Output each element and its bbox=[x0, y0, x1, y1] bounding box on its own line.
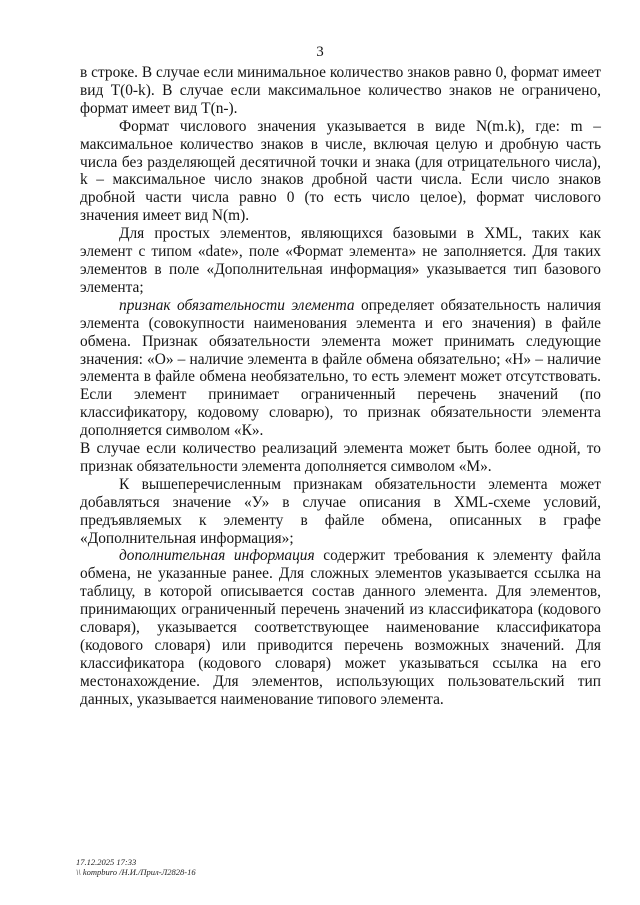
page-number: 3 bbox=[316, 44, 324, 60]
paragraph-base-xml-elements: Для простых элементов, являющихся базовыми в XML, таких как элемент с типом «date», поле «Формат элемента» не заполняется. Для таких элементов в поле «Дополнительная информация» указывается тип базового элемента; bbox=[80, 225, 601, 296]
term-mandatory-flag: признак обязательности элемента bbox=[119, 296, 355, 314]
paragraph-numeric-format: Формат числового значения указывается в виде N(m.k), где: m – максимальное количество знаков в числе, включая целую и дробную часть числа без разделяющей десятичной точки и знака (для отрицательного числа), k – максимальное число знаков дробной части числа. Если число знаков дробной части числа равно 0 (то есть число целое), формат числового значения имеет вид N(m). bbox=[80, 117, 601, 225]
paragraph-mandatory-flag-text: определяет обязательность наличия элемента (совокупности наименования элемента и его значения) в файле обмена. Признак обязательности элемента может принимать следующие значения: «О» – наличие элемента в файле обмена обязательно; «Н» – наличие элемента в файле обмена необязательно, то есть элемент может отсутствовать. Если элемент принимает ограниченный перечень значений (по классификатору, кодовому словарю), то признак обязательности элемента дополняется символом «К». bbox=[80, 296, 601, 440]
paragraph-additional-info-text: содержит требования к элементу файла обмена, не указанные ранее. Для сложных элементов указывается ссылка на таблицу, в которой описывается состав данного элемента. Для элементов, принимающих ограниченный перечень значений из классификатора (кодового словаря), указывается соответствующее наименование классификатора (кодового словаря) или приводится перечень возможных значений. Для классификатора (кодового словаря) может указываться ссылка на его местонахождение. Для элементов, использующих пользовательский тип данных, указывается наименование типового элемента. bbox=[80, 547, 601, 708]
document-footer bbox=[76, 857, 196, 877]
term-additional-info: дополнительная информация bbox=[119, 547, 315, 565]
footer-file-path: \\ kompburo /Н.И./Прил-Л2828-16 bbox=[76, 867, 196, 877]
paragraph-format-string-continued: в строке. В случае если минимальное количество знаков равно 0, формат имеет вид T(0-k). В случае если максимальное количество знаков не ограничено, формат имеет вид T(n-). bbox=[80, 64, 601, 117]
paragraph-additional-info bbox=[80, 547, 601, 708]
paragraph-multiplicity: В случае если количество реализаций элемента может быть более одной, то признак обязательности элемента дополняется символом «М». bbox=[80, 440, 601, 475]
paragraph-mandatory-flag bbox=[80, 297, 601, 440]
document-body bbox=[80, 64, 601, 709]
footer-timestamp: 17.12.2025 17:33 bbox=[76, 857, 137, 867]
paragraph-condition-flag: К вышеперечисленным признакам обязательности элемента может добавляться значение «У» в случае описания в XML-схеме условий, предъявляемых к элементу в файле обмена, описанных в графе «Дополнительная информация»; bbox=[80, 475, 601, 547]
